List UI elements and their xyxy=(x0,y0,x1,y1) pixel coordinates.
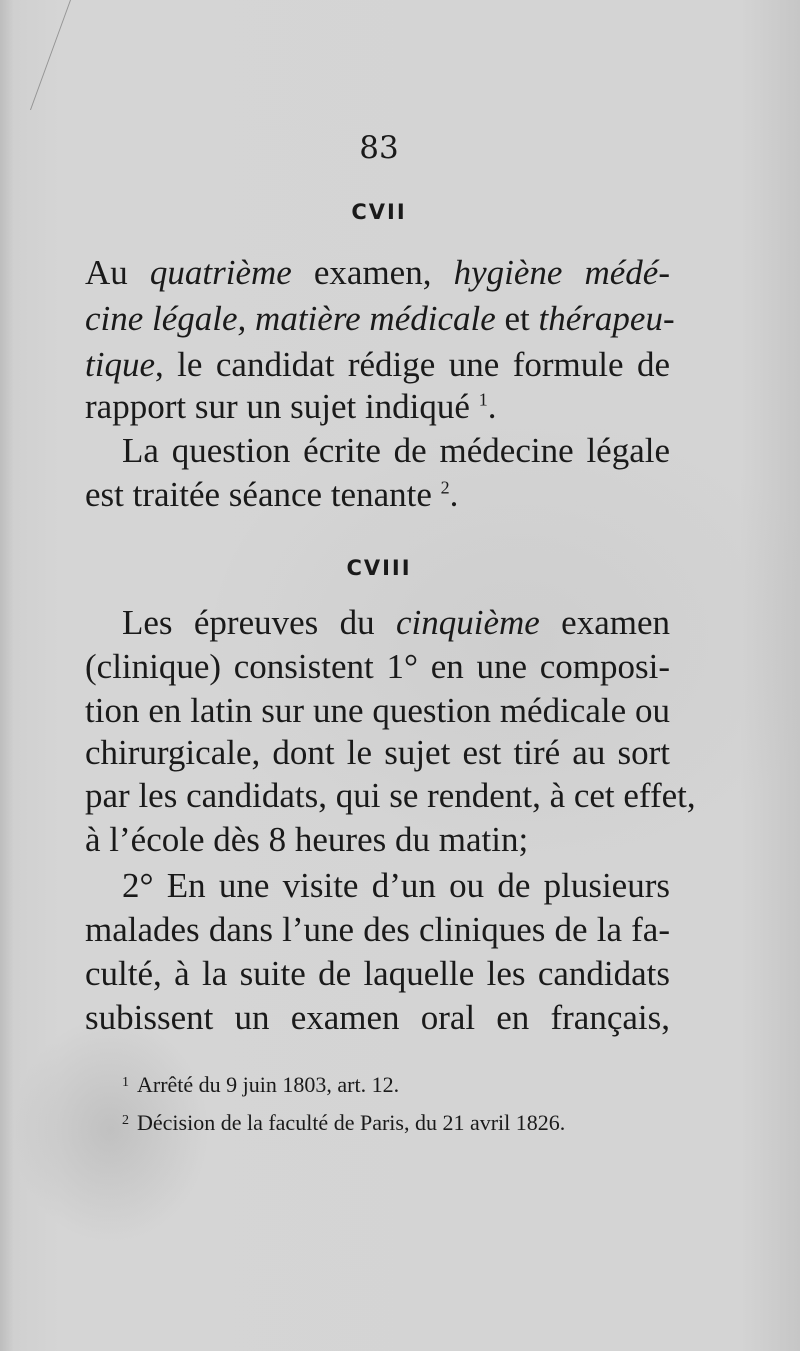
page-number: 83 xyxy=(359,130,399,166)
section-heading-cviii: CVIII xyxy=(346,556,412,580)
text-line: culté, à la suite de laquelle les candidats xyxy=(85,954,670,993)
text-line: par les candidats, qui se rendent, à cet effet, xyxy=(85,776,696,815)
text-line: tique, le candidat rédige une formule de xyxy=(85,345,670,384)
text-line: malades dans l’une des cliniques de la fa- xyxy=(85,910,670,949)
footnote-2 xyxy=(122,1110,682,1136)
text-line: à l’école dès 8 heures du matin; xyxy=(85,820,529,859)
text-line: chirurgicale, dont le sujet est tiré au sort xyxy=(85,733,670,772)
footnote-reference: 1 xyxy=(478,389,488,410)
text-line: est traitée séance tenante $^2$. xyxy=(85,475,459,514)
footnote-mark: 2 xyxy=(122,1113,129,1128)
text-line: La question écrite de médecine légale xyxy=(122,431,670,470)
italic-text: tique xyxy=(85,345,155,384)
text-line: rapport sur un sujet indiqué $^1$. xyxy=(85,387,497,426)
italic-text: cinquième xyxy=(395,603,540,642)
italic-text: thérapeu- xyxy=(538,299,675,338)
footnote-mark: 1 xyxy=(122,1075,129,1090)
text-line: (clinique) consistent 1° en une composi- xyxy=(85,647,670,686)
text-line: 2° En une visite d’un ou de plusieurs xyxy=(122,866,670,905)
footnote-text: Décision de la faculté de Paris, du 21 avril 1826. xyxy=(137,1110,566,1135)
italic-text: quatrième xyxy=(149,253,292,292)
text-line: Les épreuves du cinquième examen xyxy=(122,603,670,642)
page-fold-corner xyxy=(0,0,71,110)
text-line: subissent un examen oral en français, xyxy=(85,998,670,1037)
italic-text: hygiène médé- xyxy=(453,253,670,292)
italic-text: cine légale, matière médicale xyxy=(85,299,496,338)
section-heading-cvii: CVII xyxy=(351,200,407,224)
text-line: tion en latin sur une question médicale ou xyxy=(85,691,670,730)
footnote-text: Arrêté du 9 juin 1803, art. 12. xyxy=(137,1072,400,1097)
footnote-1 xyxy=(122,1072,682,1098)
footnote-reference: 2 xyxy=(440,477,450,498)
text-line: Au quatrième examen, hygiène médé- xyxy=(85,253,670,292)
text-line: cine légale, matière médicale et thérapeu- xyxy=(85,299,675,338)
